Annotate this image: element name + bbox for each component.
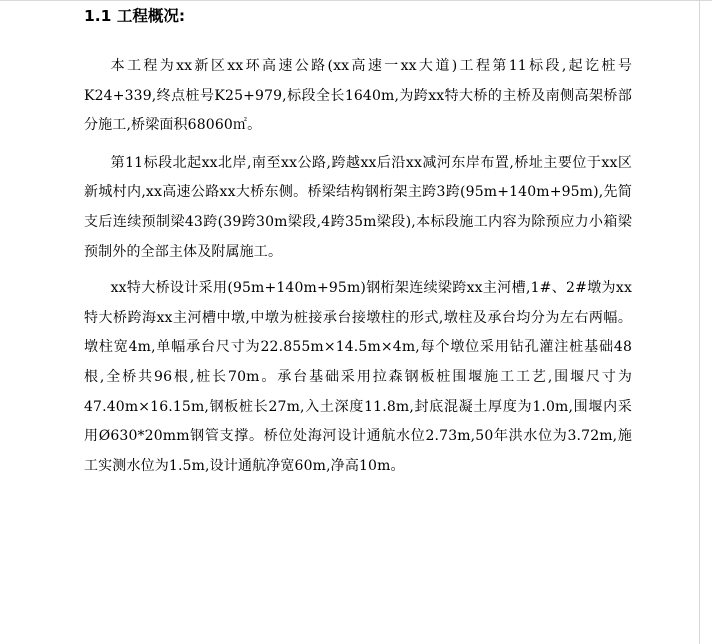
page-top-border (0, 0, 712, 1)
section-heading: 1.1 工程概况: (84, 7, 186, 25)
paragraph-bridge-design: xx特大桥设计采用(95m+140m+95m)钢桁架连续梁跨xx主河槽,1#、2#墩为xx特大桥跨海xx主河槽中墩,中墩为桩接承台接墩柱的形式,墩柱及承台均分为左右两幅。墩柱宽4m,单幅承台尺寸为22.855m×14.5m×4m,每个墩位采用钻孔灌注桩基础48根,全桥共96根,桩长70m。承台基础采用拉森钢板桩围堰施工工艺,围堰尺寸为47.40m×16.15m,钢板桩长27m,入土深度11.8m,封底混凝土厚度为1.0m,围堰内采用Ø630*20mm钢管支撑。桥位处海河设计通航水位2.73m,50年洪水位为3.72m,施工实测水位为1.5m,设计通航净宽60m,净高10m。 (84, 280, 632, 474)
paragraph-project-overview: 本工程为xx新区xx环高速公路(xx高速一xx大道)工程第11标段,起讫桩号K24+339,终点桩号K25+979,标段全长1640m,为跨xx特大桥的主桥及南侧高架桥部分施工,桥梁面积68060㎡。 (84, 58, 632, 134)
document-page (84, 6, 632, 481)
paragraph-section-location: 第11标段北起xx北岸,南至xx公路,跨越xx后沿xx减河东岸布置,桥址主要位于xx区新城村内,xx高速公路xx大桥东侧。桥梁结构钢桁架主跨3跨(95m+140m+95m),先简支后连续预制梁43跨(39跨30m梁段,4跨35m梁段),本标段施工内容为除预应力小箱梁预制外的全部主体及附属施工。 (84, 154, 632, 260)
page-right-border (699, 0, 700, 644)
